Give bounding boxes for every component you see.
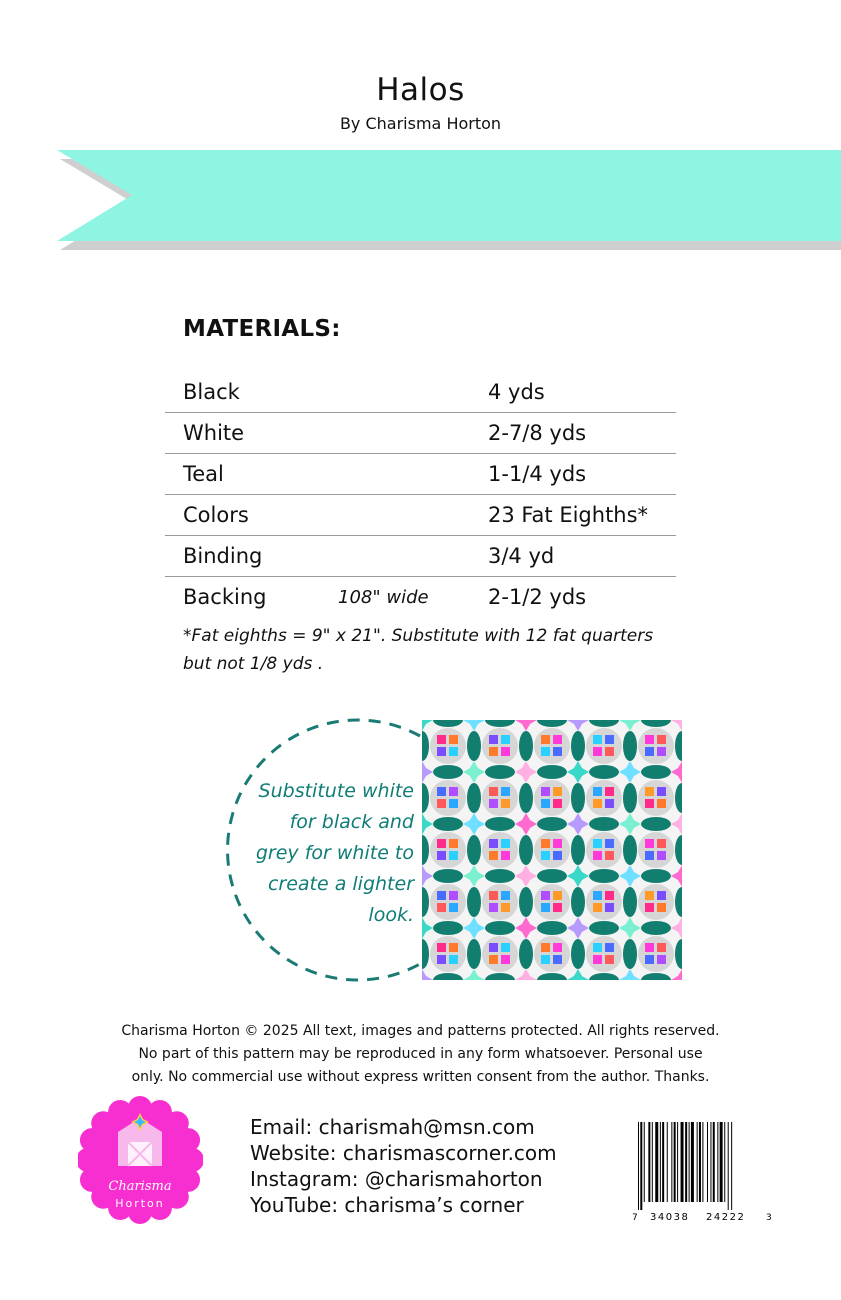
barcode-bars: [626, 1120, 776, 1228]
table-row: [165, 536, 676, 577]
barcode-image: [626, 1120, 776, 1228]
material-note: [338, 495, 488, 536]
contact-email[interactable]: Email: charismah@msn.com: [250, 1115, 535, 1139]
barcode-digit-right: 3: [766, 1213, 772, 1223]
footnote-line: *Fat eighths = 9" x 21". Substitute with 12 fat quarters: [183, 626, 654, 646]
table-row: [165, 495, 676, 536]
contact-info: [250, 1114, 557, 1218]
pattern-byline: By Charisma Horton: [339, 114, 502, 133]
materials-table: [165, 372, 676, 617]
material-note: [338, 536, 488, 577]
material-quantity: 4 yds: [488, 380, 545, 404]
material-quantity: 2-7/8 yds: [488, 421, 587, 445]
note-line: Substitute white: [258, 780, 414, 802]
copyright-line: only. No commercial use without express written consent from the author. Thanks.: [131, 1069, 710, 1085]
material-note: [338, 413, 488, 454]
material-note: [338, 372, 488, 413]
fabric-footnote: [183, 622, 703, 678]
material-name: Backing: [183, 585, 267, 609]
copyright-line: Charisma Horton © 2025 All text, images and patterns protected. All rights reserved.: [121, 1023, 720, 1039]
table-row: [165, 413, 676, 454]
footnote-line: but not 1/8 yds .: [183, 654, 324, 674]
note-line: look.: [368, 904, 414, 926]
material-name: Colors: [183, 503, 249, 527]
ribbon-banner-shape: [57, 150, 841, 241]
material-quantity: 23 Fat Eighths*: [488, 503, 649, 527]
note-line: grey for white to: [255, 842, 414, 864]
material-name: White: [183, 421, 245, 445]
materials-heading: MATERIALS:: [183, 316, 341, 342]
brand-logo: [78, 1090, 203, 1230]
substitute-note: [222, 776, 414, 931]
material-name: Binding: [183, 544, 263, 568]
material-note: 108" wide: [338, 586, 429, 608]
copyright-line: No part of this pattern may be reproduced in any form whatsoever. Personal use: [138, 1046, 703, 1062]
material-name: Black: [183, 380, 240, 404]
logo-name-line2: Horton: [115, 1197, 165, 1210]
note-line: create a lighter: [267, 873, 414, 895]
pattern-title: Halos: [376, 72, 465, 108]
logo-name-line1: Charisma: [108, 1179, 172, 1194]
contact-youtube[interactable]: YouTube: charisma’s corner: [250, 1193, 524, 1217]
contact-instagram[interactable]: Instagram: @charismahorton: [250, 1167, 543, 1191]
material-name: Teal: [183, 462, 224, 486]
material-quantity: 2-1/2 yds: [488, 585, 587, 609]
barcode-digits-group2: 24222: [706, 1212, 746, 1223]
barcode-digit-left: 7: [632, 1213, 638, 1223]
note-line: for black and: [289, 811, 414, 833]
copyright-notice: [60, 1020, 781, 1089]
quilt-preview-image: [422, 720, 682, 980]
material-quantity: 1-1/4 yds: [488, 462, 587, 486]
ribbon-banner: [0, 145, 841, 255]
table-row: [165, 454, 676, 495]
barcode-digits-group1: 34038: [650, 1212, 690, 1223]
table-row: [165, 577, 676, 618]
material-note: [338, 454, 488, 495]
contact-website[interactable]: Website: charismascorner.com: [250, 1141, 557, 1165]
table-row: [165, 372, 676, 413]
material-quantity: 3/4 yd: [488, 544, 555, 568]
